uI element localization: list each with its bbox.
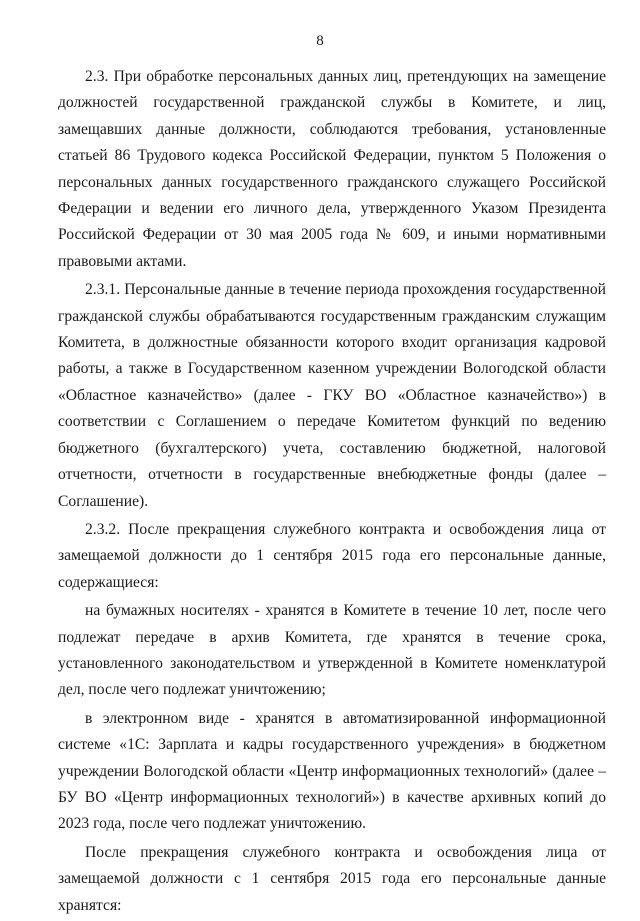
paragraph-paper-storage: на бумажных носителях - хранятся в Комитете в течение 10 лет, после чего подлежат передаче в архив Комитета, где хранятся в течение срока, установленного законодательством и утвержденной в Комитете номенклатурой дел, после чего подлежат уничтожению; [58, 602, 606, 699]
paragraph-2-3: 2.3. При обработке персональных данных лиц, претендующих на замещение должностей государственной гражданской службы в Комитете, и лиц, замещавших данные должности, соблюдаются требования, установленные статьей 86 Трудового кодекса Российской Федерации, пунктом 5 Положения о персональных данных государственного гражданского служащего Российской Федерации и ведении его личного дела, утвержденного Указом Президента Российской Федерации от 30 мая 2005 года № 609, и иными нормативными правовыми актами. [58, 68, 606, 270]
paragraph-electronic-storage: в электронном виде - хранятся в автоматизированной информационной системе «1С: Зарплата и кадры государственного учреждения» в бюджетном учреждении Вологодской области «Центр информационных технологий» (далее – БУ ВО «Центр информационных технологий») в качестве архивных копий до 2023 года, после чего подлежат уничтожению. [58, 709, 606, 833]
page-number: 8 [316, 33, 324, 49]
paragraph-after-2015: После прекращения служебного контракта и освобождения лица от замещаемой должности с 1 сентября 2015 года его персональные данные хранятся: [58, 843, 606, 914]
document-body [58, 64, 606, 921]
paragraph-2-3-2: 2.3.2. После прекращения служебного контракта и освобождения лица от замещаемой должности до 1 сентября 2015 года его персональные данные, содержащиеся: [58, 520, 606, 591]
paragraph-2-3-1: 2.3.1. Персональные данные в течение периода прохождения государственной гражданской службы обрабатываются государственным гражданским служащим Комитета, в должностные обязанности которого входит организация кадровой работы, а также в Государственном казенном учреждении Вологодской области «Областное казначейство» (далее - ГКУ ВО «Областное казначейство») в соответствии с Соглашением о передаче Комитетом функций по ведению бюджетного (бухгалтерского) учета, составлению бюджетной, налоговой отчетности, отчетности в государственные внебюджетные фонды (далее – Соглашение). [58, 281, 606, 510]
